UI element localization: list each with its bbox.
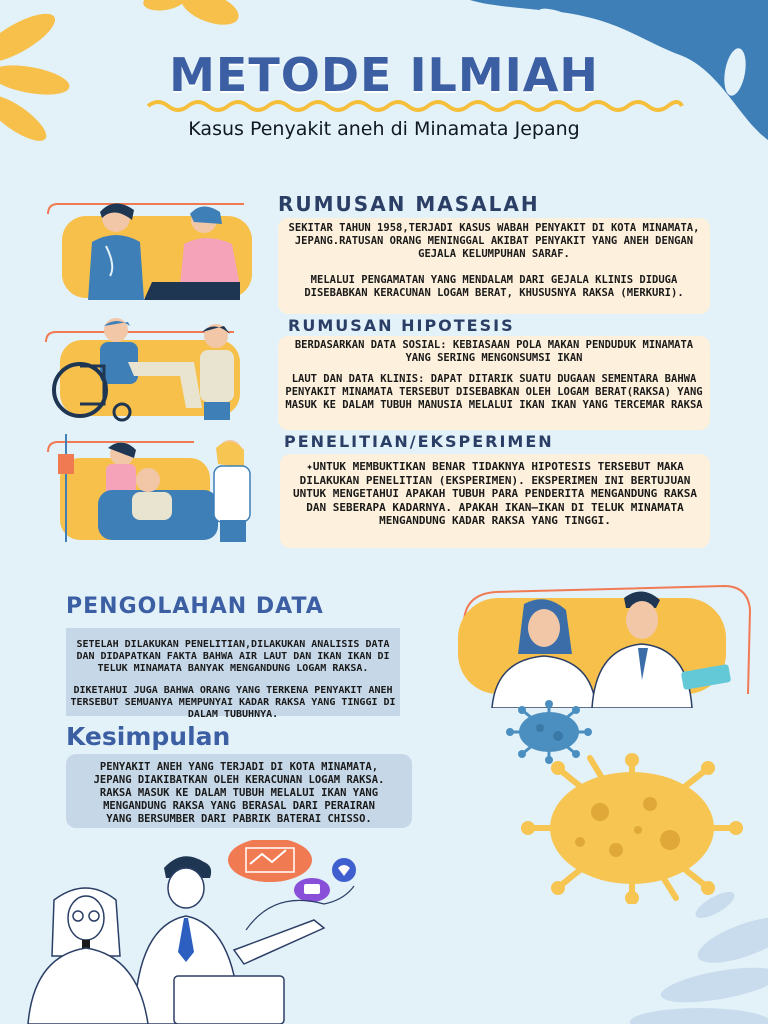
illustration-hospital-care bbox=[44, 434, 264, 550]
illustration-nurse-patient bbox=[44, 196, 264, 308]
card-rumusan-masalah bbox=[278, 218, 710, 314]
text-kesimpulan-1: PENYAKIT ANEH YANG TERJADI DI KOTA MINAMATA, JEPANG DIAKIBATKAN OLEH KERACUNAN LOGAM RAKSA. RAKSA MASUK KE DALAM TUBUH MELALUI IKAN YANG MENGANDUNG RAKSA YANG BERASAL DARI PERAIRAN YANG BERSUMBER DARI PABRIK BATERAI CHISSO. bbox=[93, 761, 385, 825]
illustration-wheelchair bbox=[44, 314, 254, 426]
text-rumusan-masalah-1: SEKITAR TAHUN 1958,TERJADI KASUS WABAH PENYAKIT DI KOTA MINAMATA, JEPANG.RATUSAN ORANG MENINGGAL AKIBAT PENYAKIT YANG ANEH DENGAN GEJALA KELUMPUHAN SARAF. bbox=[288, 222, 700, 260]
card-pengolahan-data bbox=[66, 628, 400, 720]
heading-penelitian: PENELITIAN/EKSPERIMEN bbox=[284, 432, 554, 451]
page-subtitle: Kasus Penyakit aneh di Minamata Jepang bbox=[188, 118, 580, 140]
illustration-presenters bbox=[24, 840, 364, 1024]
card-penelitian bbox=[280, 454, 710, 548]
text-pengolahan-1: SETELAH DILAKUKAN PENELITIAN,DILAKUKAN ANALISIS DATA DAN DIDAPATKAN FAKTA BAHWA AIR LAUT DAN IKAN IKAN DI TELUK MINAMATA BANYAK MENGANDUNG LOGAM RAKSA. bbox=[76, 639, 390, 674]
heading-kesimpulan: Kesimpulan bbox=[66, 722, 231, 751]
page-title: METODE ILMIAH bbox=[169, 48, 599, 102]
heading-rumusan-hipotesis: RUMUSAN HIPOTESIS bbox=[288, 316, 515, 335]
heading-pengolahan-data: PENGOLAHAN DATA bbox=[66, 594, 324, 619]
text-rumusan-hipotesis-1: BERDASARKAN DATA SOSIAL: KEBIASAAN POLA MAKAN PENDUDUK MINAMATA YANG SERING MENGONSUMSI IKAN bbox=[294, 339, 694, 364]
text-pengolahan-2: DIKETAHUI JUGA BAHWA ORANG YANG TERKENA PENYAKIT ANEH TERSEBUT SEMUANYA MEMPUNYAI KADAR RAKSA YANG TINGGI DI DALAM TUBUHNYA. bbox=[70, 685, 396, 720]
text-rumusan-hipotesis-2: LAUT DAN DATA KLINIS: DAPAT DITARIK SUATU DUGAAN SEMENTARA BAHWA PENYAKIT MINAMATA TERSEBUT DISEBABKAN OLEH LOGAM BERAT(RAKSA) YANG MASUK KE DALAM TUBUH MANUSIA MELALUI IKAN IKAN YANG TERCEMAR RAKSA bbox=[285, 373, 703, 411]
text-rumusan-masalah-2: MELALUI PENGAMATAN YANG MENDALAM DARI GEJALA KLINIS DIDUGA DISEBABKAN KERACUNAN LOGAM BERAT, KHUSUSNYA RAKSA (MERKURI). bbox=[304, 274, 684, 299]
virus-yellow-icon bbox=[520, 752, 744, 904]
text-penelitian-1: ✦UNTUK MEMBUKTIKAN BENAR TIDAKNYA HIPOTESIS TERSEBUT MAKA DILAKUKAN PENELITIAN (EKSPERIMEN). EKSPERIMEN INI BERTUJUAN UNTUK MENGETAHUI APAKAH TUBUH PARA PENDERITA MENGANDUNG RAKSA DAN SEBERAPA KADARNYA. APAKAH IKAN—IKAN DI TELUK MINAMATA MENGANDUNG KADAR RAKSA YANG TINGGI. bbox=[293, 460, 697, 527]
heading-rumusan-masalah: RUMUSAN MASALAH bbox=[278, 192, 540, 216]
card-rumusan-hipotesis bbox=[278, 336, 710, 430]
card-kesimpulan bbox=[66, 754, 412, 828]
illustration-doctors bbox=[456, 584, 756, 708]
